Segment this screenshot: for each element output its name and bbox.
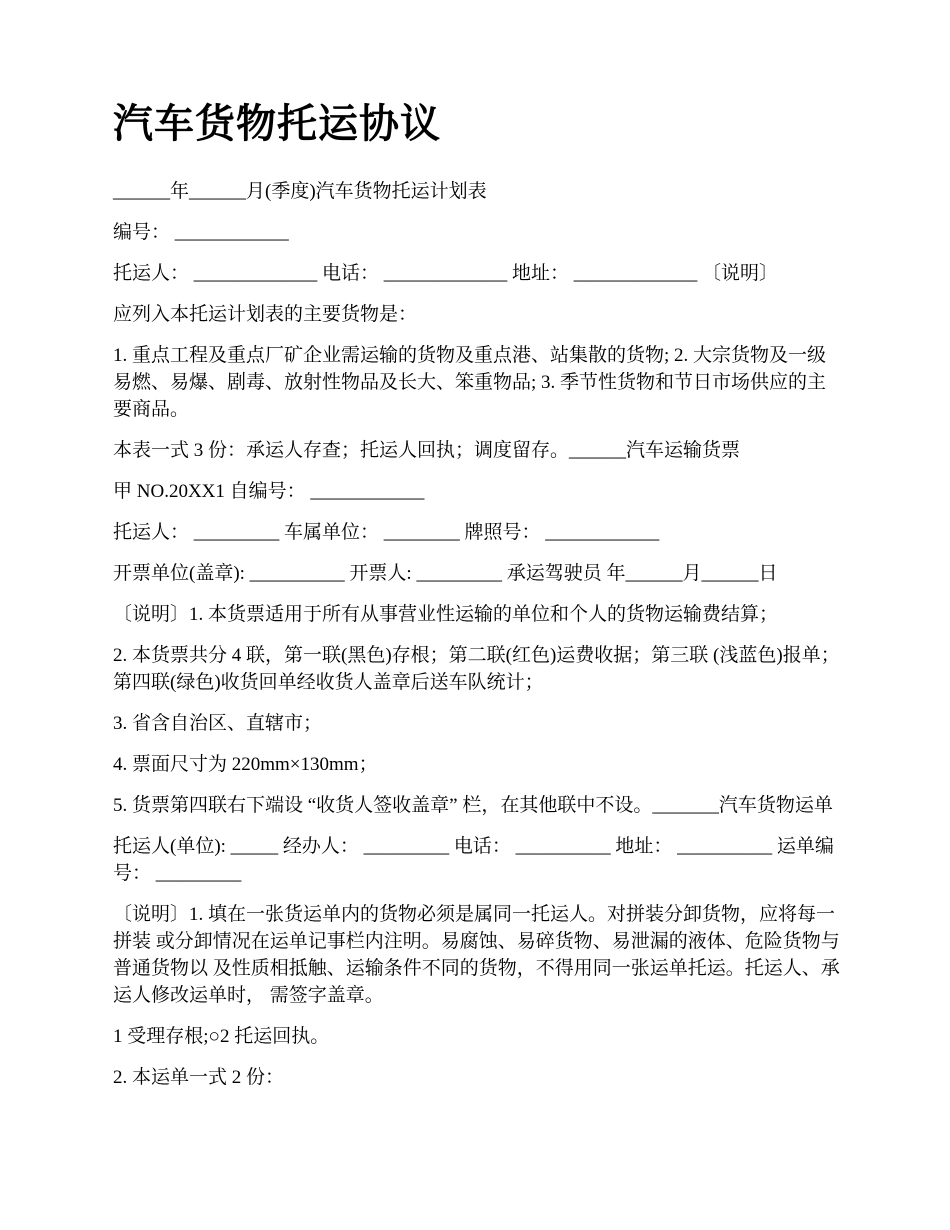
document-title: 汽车货物托运协议: [113, 101, 441, 146]
line-serial-number: 编号： ____________: [113, 222, 289, 243]
line-ticket-number: 甲 NO.20XX1 自编号： ____________: [113, 481, 425, 502]
line-main-goods-intro: 应列入本托运计划表的主要货物是：: [113, 304, 418, 325]
para-note1-freight-ticket: 〔说明〕1. 本货票适用于所有从事营业性运输的单位和个人的货物运输费结算；: [113, 604, 779, 625]
line-waybill-two-copies: 2. 本运单一式 2 份：: [113, 1067, 285, 1088]
line-waybill-copies-items: 1 受理存根;○2 托运回执。: [113, 1026, 330, 1047]
line-note5-sign-seal: 5. 货票第四联右下端设 “收货人签收盖章” 栏，在其他联中不设。_______汽车货物运单: [113, 795, 833, 816]
line-note3-province: 3. 省含自治区、直辖市；: [113, 713, 323, 734]
para-note2-four-copies: 2. 本货票共分 4 联，第一联(黑色)存根；第二联(红色)运费收据；第三联 (浅蓝色)报单；第四联(绿色)收货回单经收货人盖章后送车队统计；: [113, 645, 840, 693]
line-consignor-contact: 托运人： _____________ 电话： _____________ 地址： _____________ 〔说明〕: [113, 263, 779, 284]
line-waybill-consignor: 托运人(单位): _____ 经办人： _________ 电话： __________ 地址： __________ 运单编号： _________: [113, 836, 834, 884]
line-copies-note: 本表一式 3 份：承运人存查；托运人回执；调度留存。______汽车运输货票: [113, 440, 741, 461]
line-plan-table-heading: ______年______月(季度)汽车货物托运计划表: [113, 181, 487, 202]
line-issuer: 开票单位(盖章): __________ 开票人: _________ 承运驾驶员 年______月______日: [113, 563, 778, 584]
para-waybill-note1: 〔说明〕1. 填在一张货运单内的货物必须是属同一托运人。对拼装分卸货物，应将每一拼装 或分卸情况在运单记事栏内注明。易腐蚀、易碎货物、易泄漏的液体、危险货物与普通货物以 及性质相抵触、运输条件不同的货物，不得用同一张运单托运。托运人、承运人修改运单时， 需签字盖章。: [113, 904, 840, 1006]
line-consignor-vehicle: 托运人： _________ 车属单位： ________ 牌照号： ____________: [113, 522, 660, 543]
line-note4-ticket-size: 4. 票面尺寸为 220mm×130mm；: [113, 754, 378, 775]
para-main-goods-list: 1. 重点工程及重点厂矿企业需运输的货物及重点港、站集散的货物; 2. 大宗货物及一级易燃、易爆、剧毒、放射性物品及长大、笨重物品; 3. 季节性货物和节日市场供应的主要商品。: [113, 345, 827, 420]
